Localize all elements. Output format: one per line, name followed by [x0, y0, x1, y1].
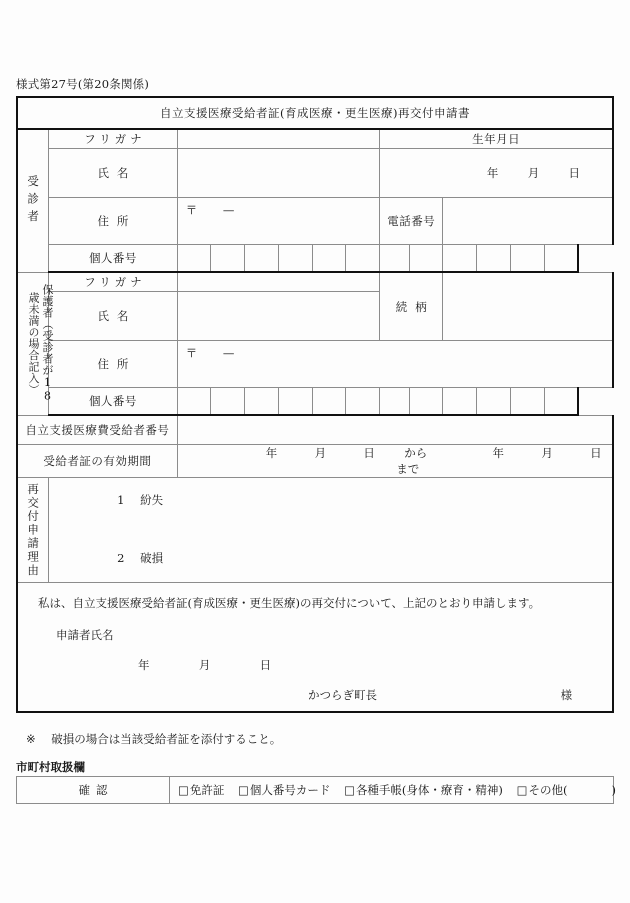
mynumber-cell[interactable] — [211, 388, 245, 416]
municipality-confirm-options[interactable] — [170, 777, 614, 804]
postal-mark-icon: 〒 — [185, 346, 198, 360]
note-text: 破損の場合は当該受給者証を添付すること。 — [51, 732, 282, 746]
municipality-table — [16, 776, 614, 804]
mynumber-cell[interactable] — [245, 245, 279, 273]
mynumber-cell[interactable] — [177, 245, 211, 273]
guardian-side-label — [17, 272, 54, 415]
guardian-relationship-label: 続柄 — [380, 272, 443, 341]
reason-option-1[interactable] — [117, 492, 163, 508]
form-number-heading: 様式第27号(第20条関係) — [16, 77, 150, 91]
mynumber-cell[interactable] — [443, 245, 477, 273]
mynumber-cell[interactable] — [409, 388, 443, 416]
title-row — [17, 97, 613, 129]
applicant-birthdate-label: 生年月日 — [380, 129, 613, 149]
declaration-statement: 私は、自立支援医療受給者証(育成医療・更生医療)の再交付について、上記のとおり申請します。 — [38, 596, 541, 610]
validity-start-day: 日 — [363, 446, 375, 460]
benefit-number-row — [17, 415, 613, 445]
benefit-number-label: 自立支援医療費受給者番号 — [17, 415, 177, 445]
applicant-phone-label: 電話番号 — [380, 198, 443, 245]
validity-period-label: 受給者証の有効期間 — [17, 445, 177, 478]
reason-row — [17, 478, 613, 583]
mynumber-cell[interactable] — [211, 245, 245, 273]
applicant-address-input[interactable] — [177, 198, 379, 245]
guardian-furigana-label: フリガナ — [49, 272, 178, 292]
applicant-name-label: 氏名 — [49, 149, 178, 198]
declaration-date-line[interactable] — [138, 657, 271, 673]
declaration-month-unit: 月 — [198, 658, 211, 672]
reason-option-2-number: 2 — [117, 551, 125, 565]
checkbox-icon: □ — [178, 783, 189, 797]
guardian-mynumber-row — [17, 388, 613, 416]
checkbox-mynumber-card-label: 個人番号カード — [249, 783, 331, 797]
validity-end-day: 日 — [590, 446, 602, 460]
validity-end-year: 年 — [492, 446, 505, 460]
postal-dash: — — [222, 203, 235, 217]
checkbox-handbook-label: 各種手帳(身体・療育・精神) — [355, 783, 503, 797]
checkbox-icon: □ — [516, 783, 528, 797]
mynumber-cell[interactable] — [477, 388, 511, 416]
mynumber-cell[interactable] — [346, 245, 380, 273]
mynumber-cell[interactable] — [510, 245, 544, 273]
mynumber-cell[interactable] — [177, 388, 211, 416]
municipality-confirm-row — [17, 777, 614, 804]
mynumber-cell[interactable] — [346, 388, 380, 416]
checkbox-license-label: 免許証 — [189, 783, 225, 797]
applicant-furigana-row — [17, 129, 613, 149]
guardian-name-input[interactable] — [177, 292, 379, 341]
birthdate-month-unit: 月 — [527, 166, 540, 180]
reason-option-1-number: 1 — [117, 493, 125, 507]
checkbox-other[interactable] — [517, 783, 616, 797]
guardian-address-input[interactable] — [177, 341, 613, 388]
checkbox-icon: □ — [238, 783, 249, 797]
mynumber-cell[interactable] — [443, 388, 477, 416]
reason-side-label: 再交付申請理由 — [17, 478, 49, 583]
validity-period-row — [17, 445, 613, 478]
attachment-note — [26, 731, 281, 747]
applicant-phone-input[interactable] — [443, 198, 613, 245]
applicant-side-label: 受診者 — [17, 129, 49, 272]
mynumber-cell[interactable] — [477, 245, 511, 273]
validity-from-word: から — [404, 446, 428, 460]
applicant-address-label: 住所 — [49, 198, 178, 245]
mynumber-cell[interactable] — [380, 388, 410, 416]
guardian-furigana-input[interactable] — [177, 272, 379, 292]
checkbox-mynumber-card[interactable] — [238, 783, 334, 797]
mynumber-cell[interactable] — [380, 245, 410, 273]
main-form-table — [16, 96, 614, 713]
birthdate-day-unit: 日 — [568, 166, 580, 180]
guardian-address-row — [17, 341, 613, 388]
guardian-furigana-row — [17, 272, 613, 292]
guardian-side-label-left: 歳未満の場合記入） — [27, 291, 40, 396]
validity-period-input[interactable] — [177, 445, 613, 478]
mynumber-cell[interactable] — [544, 245, 578, 273]
addressee-honorific: 様 — [560, 688, 573, 702]
validity-start-year: 年 — [265, 446, 278, 460]
declaration-day-unit: 日 — [259, 658, 272, 672]
guardian-name-label: 氏名 — [49, 292, 178, 341]
applicant-furigana-label: フリガナ — [49, 129, 178, 149]
reason-option-2[interactable] — [117, 550, 163, 566]
mynumber-cell[interactable] — [510, 388, 544, 416]
applicant-furigana-input[interactable] — [177, 129, 379, 149]
checkbox-handbook[interactable] — [344, 783, 507, 797]
mynumber-cell[interactable] — [278, 245, 312, 273]
declaration-row — [17, 583, 613, 713]
municipality-section-title: 市町村取扱欄 — [16, 760, 85, 774]
guardian-relationship-input[interactable] — [443, 272, 613, 341]
addressee-name: かつらぎ町長 — [308, 688, 377, 702]
birthdate-year-unit: 年 — [486, 166, 499, 180]
declaration-addressee-line — [308, 687, 572, 703]
form-title: 自立支援医療受給者証(育成医療・更生医療)再交付申請書 — [17, 97, 613, 129]
postal-mark-icon: 〒 — [185, 203, 198, 217]
reason-option-2-label: 破損 — [140, 551, 164, 565]
checkbox-other-label: その他( — [528, 783, 568, 797]
applicant-mynumber-label: 個人番号 — [49, 245, 178, 273]
reason-options[interactable] — [49, 478, 613, 583]
postal-dash: — — [222, 346, 235, 360]
guardian-mynumber-label: 個人番号 — [49, 388, 178, 416]
applicant-signature-label: 申請者氏名 — [56, 628, 114, 642]
benefit-number-input[interactable] — [177, 415, 613, 445]
validity-start-month: 月 — [314, 446, 327, 460]
applicant-mynumber-row — [17, 245, 613, 273]
mynumber-cell[interactable] — [544, 388, 578, 416]
municipality-confirm-label: 確認 — [17, 777, 170, 804]
checkbox-other-close-paren: ) — [611, 783, 616, 797]
mynumber-cell[interactable] — [278, 388, 312, 416]
reason-option-1-label: 紛失 — [140, 493, 164, 507]
mynumber-cell[interactable] — [312, 388, 346, 416]
applicant-address-row — [17, 198, 613, 245]
checkbox-license[interactable] — [178, 783, 228, 797]
mynumber-cell[interactable] — [245, 388, 279, 416]
guardian-address-label: 住所 — [49, 341, 178, 388]
checkbox-icon: □ — [344, 783, 355, 797]
declaration-year-unit: 年 — [138, 658, 150, 672]
guardian-side-label-right: 保護者（受診者が18 — [41, 284, 54, 403]
mynumber-cell[interactable] — [409, 245, 443, 273]
applicant-birthdate-input[interactable] — [380, 149, 613, 198]
mynumber-cell[interactable] — [312, 245, 346, 273]
applicant-name-row — [17, 149, 613, 198]
validity-end-month: 月 — [541, 446, 553, 460]
validity-until-word: まで — [396, 462, 420, 476]
applicant-name-input[interactable] — [177, 149, 379, 198]
note-mark-icon: ※ — [26, 732, 36, 746]
declaration-block — [17, 583, 613, 713]
